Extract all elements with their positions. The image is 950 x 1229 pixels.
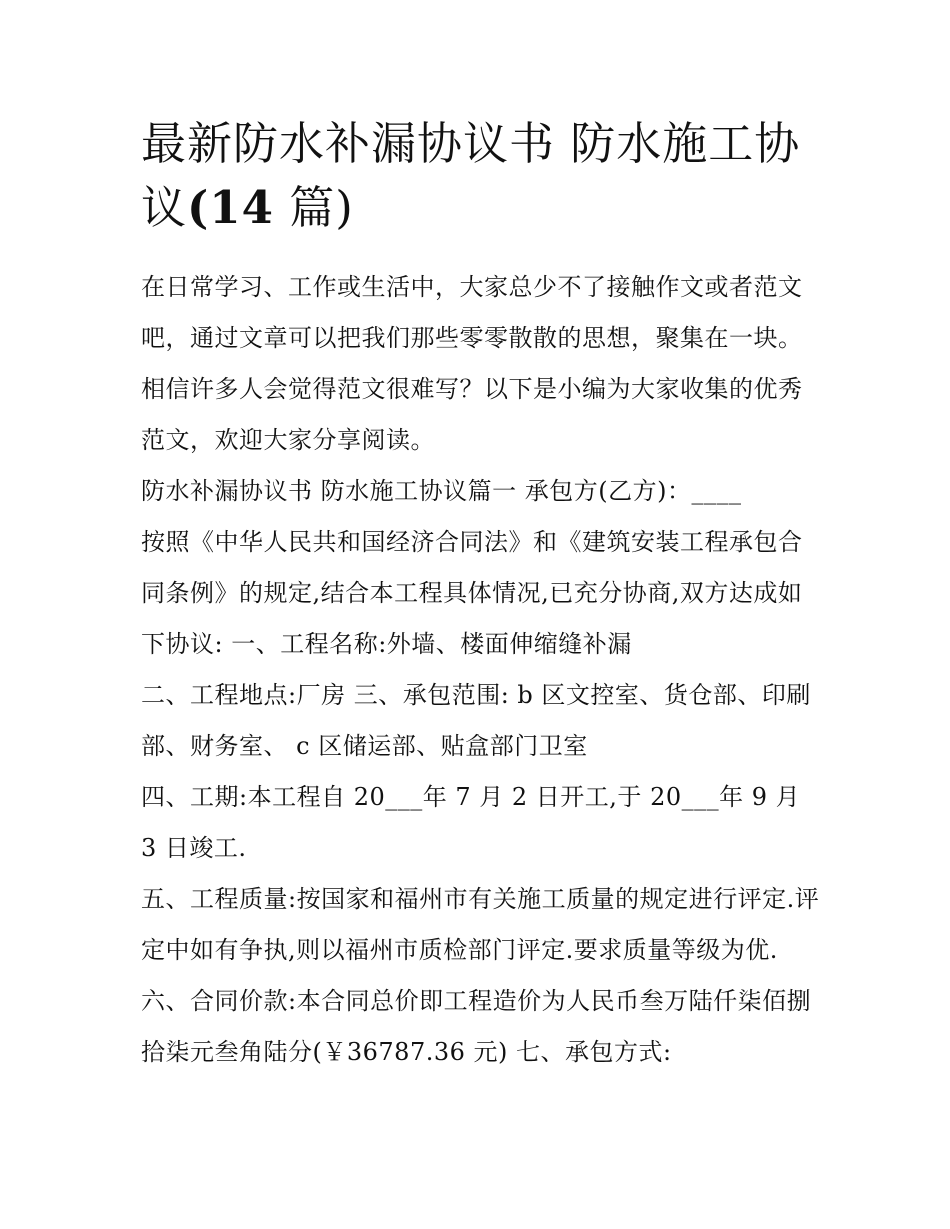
intro-paragraph: 在日常学习、工作或生活中，大家总少不了接触作文或者范文吧，通过文章可以把我们那些零零散散的思想，聚集在一块。相信许多人会觉得范文很难写？以下是小编为大家收集的优秀范文，欢迎大家分享阅读。 [141,273,803,454]
title-count: (14 [187,181,274,234]
document-title [141,112,821,240]
title-suffix: 篇) [289,181,354,234]
paragraph-contract-price: 六、合同价款:本合同总价即工程造价为人民币叁万陆仟柒佰捌拾柒元叁角陆分(￥36787.36 元) 七、承包方式: [141,987,812,1066]
document-page [141,112,821,1078]
section-heading-contractor: 防水补漏协议书 防水施工协议篇一 承包方(乙方)：____ [141,477,742,505]
paragraph-schedule: 四、工期:本工程自 20___年 7 月 2 日开工,于 20___年 9 月 3 日竣工. [141,783,809,862]
document-body [141,262,821,1078]
title-text: 最新防水补漏协议书 防水施工协议 [141,117,801,234]
paragraph-quality: 五、工程质量:按国家和福州市有关施工质量的规定进行评定.评定中如有争执,则以福州市质检部门评定.要求质量等级为优. [141,885,820,964]
paragraph-location-scope: 二、工程地点:厂房 三、承包范围: b 区文控室、货仓部、印刷部、财务室、 c 区储运部、贴盒部门卫室 [141,681,811,760]
paragraph-agreement-basis: 按照《中华人民共和国经济合同法》和《建筑安装工程承包合同条例》的规定,结合本工程具体情况,已充分协商,双方达成如下协议: 一、工程名称:外墙、楼面伸缩缝补漏 [141,528,803,658]
